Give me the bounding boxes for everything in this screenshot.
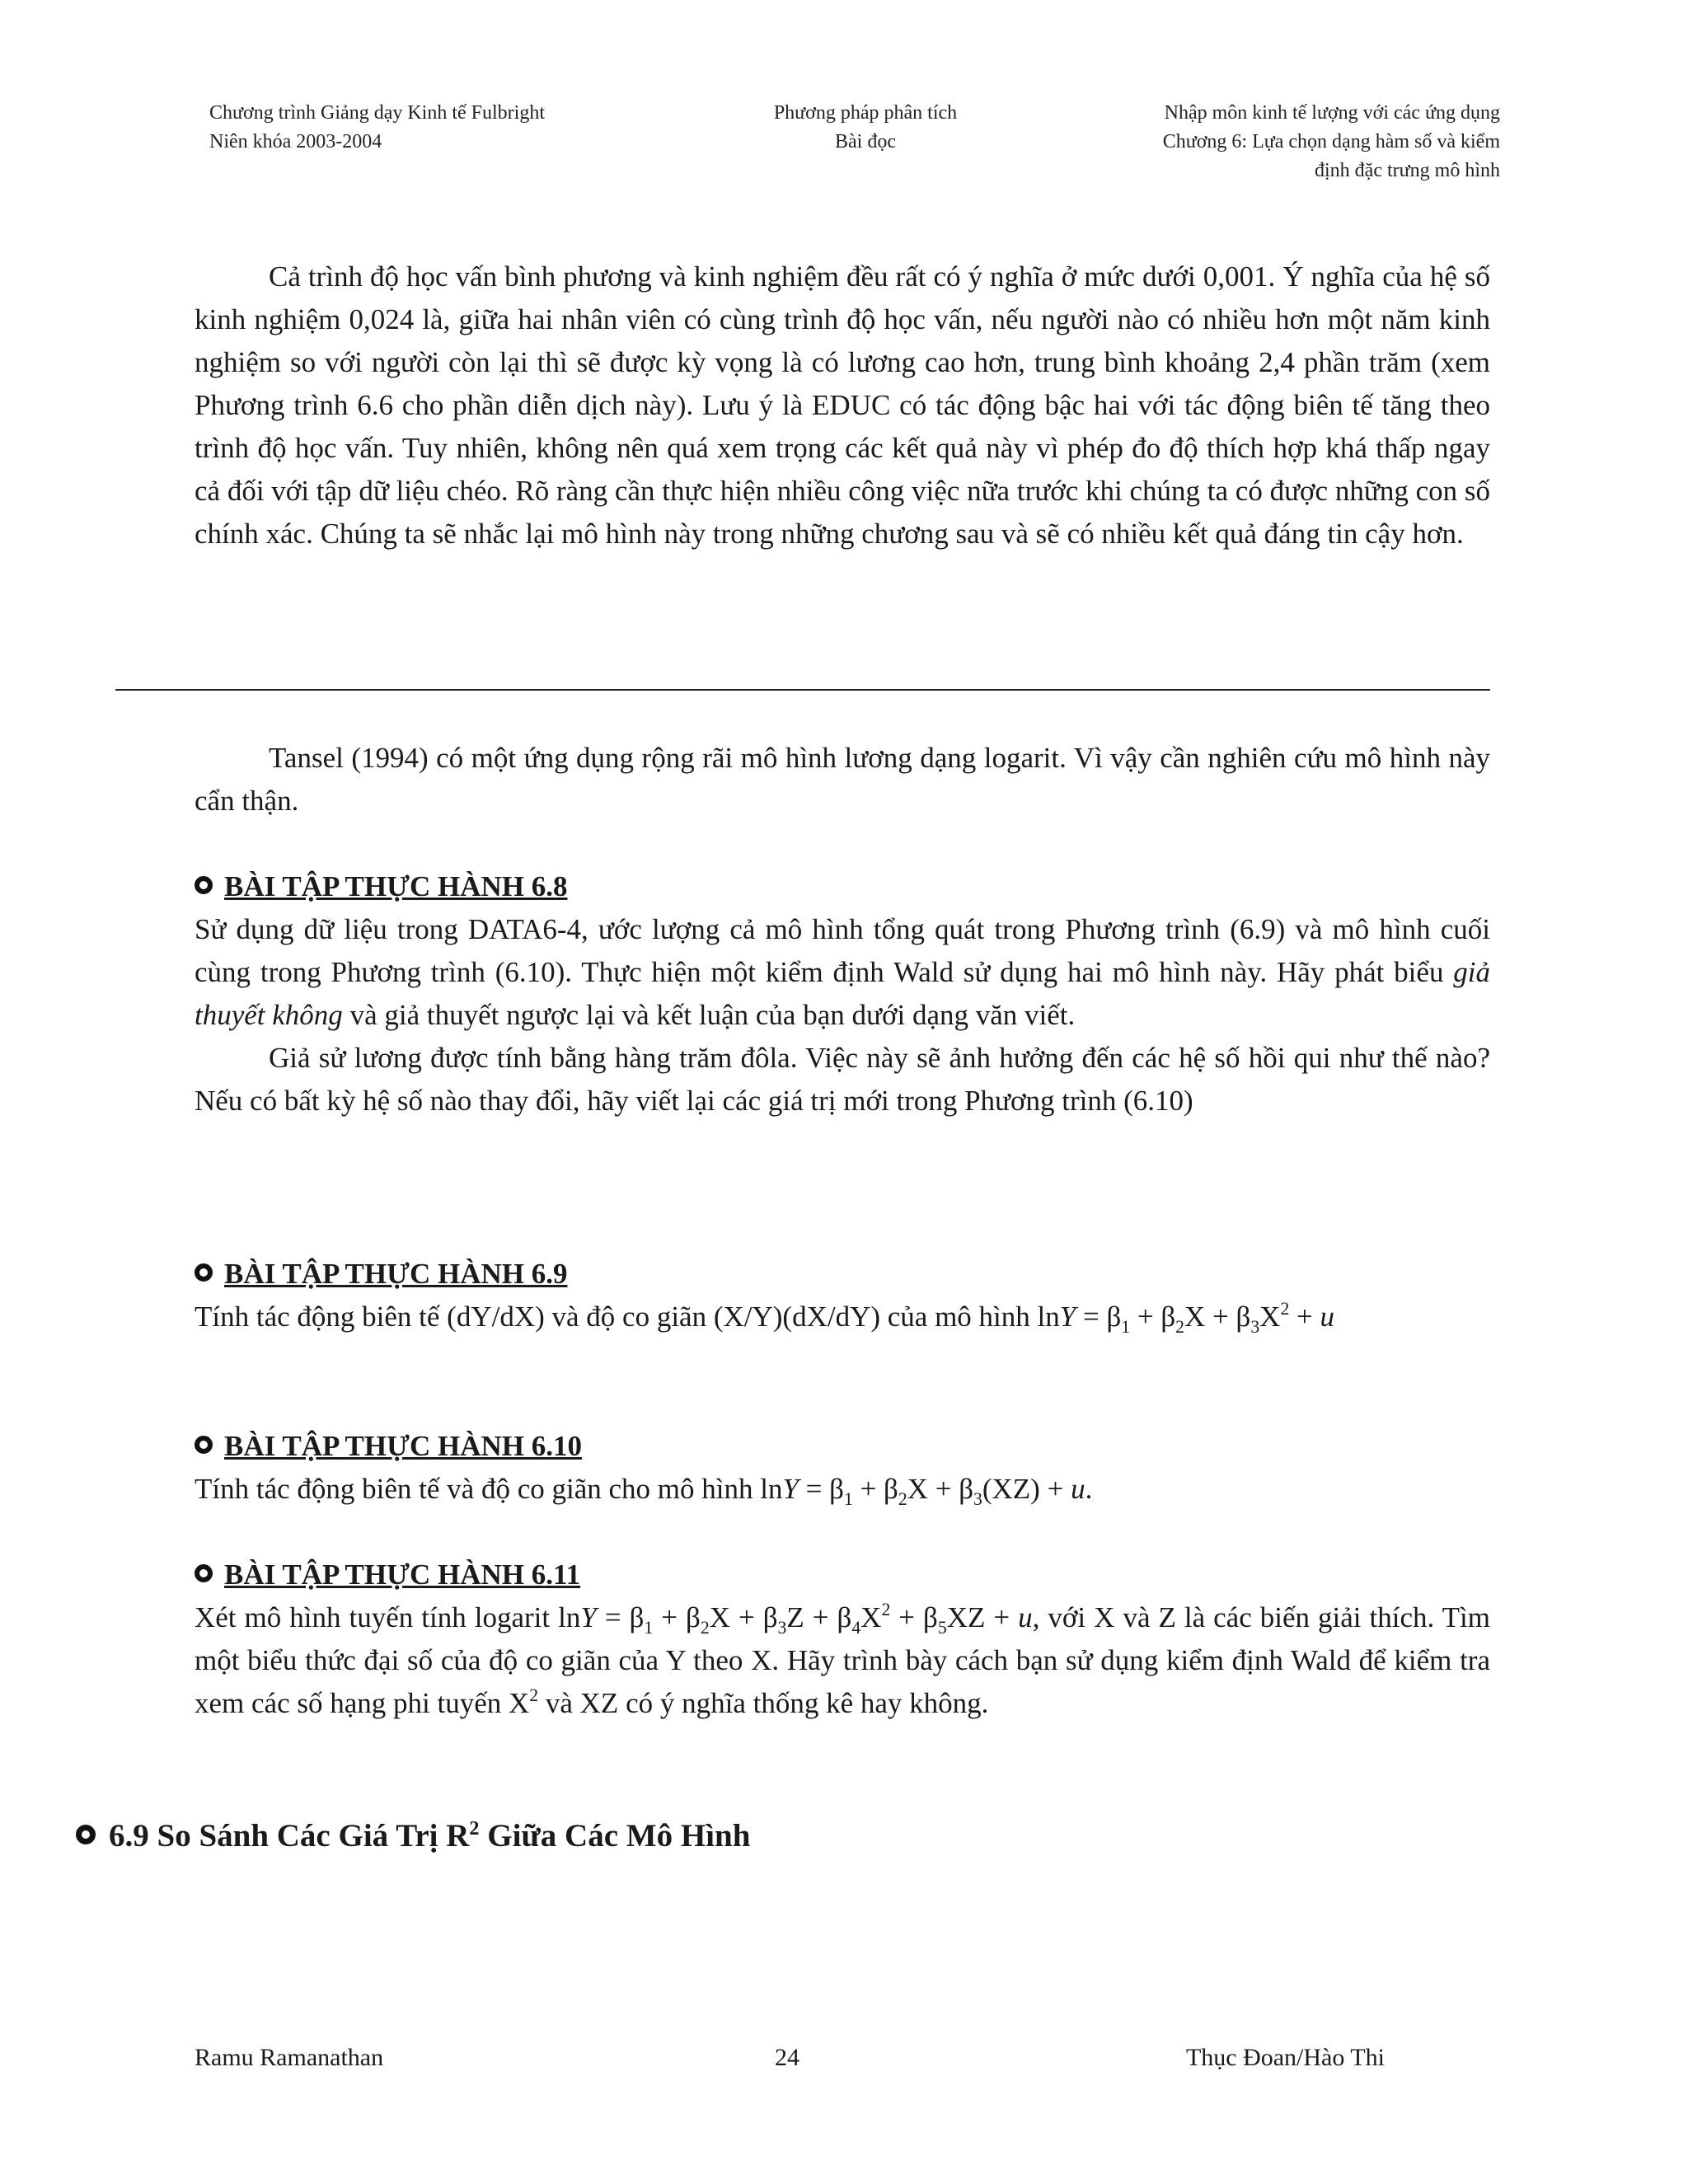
exercise-6-10: [195, 1425, 1490, 1511]
header-chapter: Chương 6: Lựa chọn dạng hàm số và kiểm: [1162, 131, 1500, 152]
exercise-6-9-text: Tính tác động biên tế (dY/dX) và độ co giãn (X/Y)(dX/dY) của mô hình $\ln Y = \beta_1 + \beta_2X + \beta_3X^2 + u$: [195, 1299, 1335, 1337]
bullet-icon: [195, 1436, 213, 1454]
section-heading-6-9: 6.9 So Sánh Các Giá Trị $R^2$ Giữa Các Mô Hình: [76, 1817, 750, 1854]
exercise-6-11-title: BÀI TẬP THỰC HÀNH 6.11: [195, 1554, 1490, 1596]
bullet-icon: [195, 1564, 213, 1582]
intro-paragraph: Tansel (1994) có một ứng dụng rộng rãi mô hình lương dạng logarit. Vì vậy cần nghiên cứu mô hình này cẩn thận.: [195, 742, 1490, 817]
header-chapter-cont: định đặc trưng mô hình: [1315, 160, 1500, 181]
exercise-6-11: [195, 1554, 1490, 1725]
header-left: [209, 99, 545, 157]
exercise-6-9-title: BÀI TẬP THỰC HÀNH 6.9: [195, 1253, 1490, 1296]
header-book: Nhập môn kinh tế lượng với các ứng dụng: [1164, 102, 1500, 124]
bullet-icon: [195, 1263, 213, 1282]
exercise-6-10-text: Tính tác động biên tế và độ co giãn cho mô hình $\ln Y = \beta_1 + \beta_2X + \beta_3(XZ) + u$.: [195, 1473, 1093, 1509]
bullet-icon: [195, 876, 213, 894]
exercise-6-8-title: BÀI TẬP THỰC HÀNH 6.8: [195, 865, 1490, 908]
bullet-icon: [76, 1825, 96, 1844]
exercise-6-9: [195, 1253, 1490, 1338]
header-right: [1163, 99, 1500, 185]
header-program: Chương trình Giảng dạy Kinh tế Fulbright: [209, 102, 546, 124]
header-center: [701, 99, 1030, 157]
intro-section: [195, 737, 1490, 823]
header-doc-type: Bài đọc: [835, 131, 896, 152]
page-number: 24: [775, 2044, 799, 2071]
section-divider: [115, 689, 1490, 691]
header-year: Niên khóa 2003-2004: [209, 131, 382, 152]
header-subject: Phương pháp phân tích: [773, 102, 958, 124]
boxed-section: [195, 255, 1490, 555]
exercise-6-8: [195, 865, 1490, 1122]
exercise-6-8-paragraph-2: Giả sử lương được tính bằng hàng trăm đôla. Việc này sẽ ảnh hưởng đến các hệ số hồi qui như thế nào? Nếu có bất kỳ hệ số nào thay đổi, hãy viết lại các giá trị mới trong Phương trình (6.10): [195, 1042, 1490, 1117]
footer-translators: Thục Đoan/Hào Thi: [1185, 2044, 1385, 2071]
exercise-6-8-paragraph-1: Sử dụng dữ liệu trong DATA6-4, ước lượng cả mô hình tổng quát trong Phương trình (6.9) và mô hình cuối cùng trong Phương trình (6.10). Thực hiện một kiểm định Wald sử dụng hai mô hình này. Hãy phát biểu giả thuyết không và giả thuyết ngược lại và kết luận của bạn dưới dạng văn viết.: [195, 913, 1490, 1031]
boxed-paragraph: Cả trình độ học vấn bình phương và kinh nghiệm đều rất có ý nghĩa ở mức dưới 0,001. Ý nghĩa của hệ số kinh nghiệm 0,024 là, giữa hai nhân viên có cùng trình độ học vấn, nếu người nào có nhiều hơn một năm kinh nghiệm so với người còn lại thì sẽ được kỳ vọng là có lương cao hơn, trung bình khoảng 2,4 phần trăm (xem Phương trình 6.6 cho phần diễn dịch này). Lưu ý là EDUC có tác động bậc hai với tác động biên tế tăng theo trình độ học vấn. Tuy nhiên, không nên quá xem trọng các kết quả này vì phép đo độ thích hợp khá thấp ngay cả đối với tập dữ liệu chéo. Rõ ràng cần thực hiện nhiều công việc nữa trước khi chúng ta có được những con số chính xác. Chúng ta sẽ nhắc lại mô hình này trong những chương sau và sẽ có nhiều kết quả đáng tin cậy hơn.: [195, 260, 1490, 550]
exercise-6-10-title: BÀI TẬP THỰC HÀNH 6.10: [195, 1425, 1490, 1468]
footer-author: Ramu Ramanathan: [195, 2044, 384, 2071]
exercise-6-11-text: Xét mô hình tuyến tính logarit $\ln Y = \beta_1 + \beta_2X + \beta_3Z + \beta_4X^2 + \beta_5XZ + u$, với X và Z là các biến giải thích. Tìm một biểu thức đại số của độ co giãn của Y theo X. Hãy trình bày cách bạn sử dụng kiểm định Wald để kiểm tra xem các số hạng phi tuyến $X^2$ và XZ có ý nghĩa thống kê hay không.: [195, 1600, 1490, 1719]
